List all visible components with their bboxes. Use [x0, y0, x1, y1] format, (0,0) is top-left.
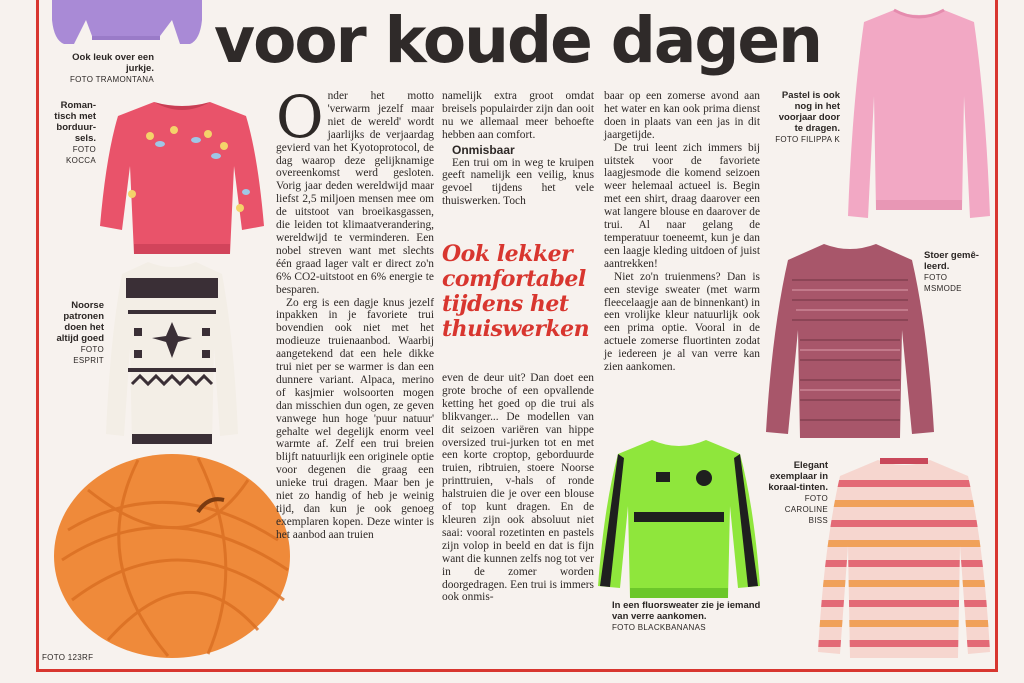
subhead-onmisbaar: Onmisbaar [452, 142, 515, 157]
striped-coral-sweater-image [814, 456, 994, 662]
article-column-2b: even de deur uit? Dan doet een grote broche of een opvallende ketting het goed op die trui als blikvanger... De modellen van dit seizoen variëren van hippe oversized trui-jurken tot en met een korte croptop, geborduurde truien, ribtruien, stoere Noorse printtruien, v-hals of ronde halstruien die je over een blouse of top kunt dragen. En de kleuren zijn ook absoluut niet saai: vooral rozetinten en pastels zijn volop in beeld en dat is fijn want die kunnen zelfs nog tot ver in de zomer worden doorgedragen. Een trui is immers ook onmis- [442, 372, 594, 604]
fluor-sweatshirt-image [594, 436, 764, 604]
caption-fluor: In een fluorsweater zie je iemand van verre aankomen. FOTO BLACKBANANAS [612, 600, 761, 632]
pull-quote: Ook lekker comfortabel tijdens het thuiswerken [442, 241, 590, 342]
caption-pastel: Pastel is ook nog in het voorjaar door te dragen. FOTO FILIPPA K [775, 90, 840, 144]
nordic-sweater-image [104, 258, 240, 448]
pastel-pink-sweater-image [846, 6, 992, 226]
pink-sweater-image [96, 96, 268, 258]
lilac-sweater-image [52, 0, 202, 48]
caption-noorse: Noorse patronen doen het altijd goed FOTO ESPRIT [56, 300, 104, 365]
headline: voor koude dagen [214, 4, 822, 77]
caption-lila: Ook leuk over een jurkje. FOTO TRAMONTANA [69, 52, 154, 84]
orange-yarn-ball-image [48, 450, 294, 664]
melange-sweater-image [762, 240, 938, 444]
caption-wol: FOTO 123RF [42, 653, 94, 662]
caption-stoer: Stoer gemê-leerd. FOTO MSMODE [924, 250, 979, 293]
caption-elegant: Elegant exemplaar in koraal-tinten. FOTO CAROLINE BISS [768, 460, 828, 525]
article-column-3: baar op een zomerse avond aan het water en kan ook prima dienst doen in plaats van een jas in dit jaargetijde. De trui leent zich immers bij uitstek voor de favoriete laagjesmode die komend seizoen weer helemaal actueel is. Begin met een shirt, draag daarover een wat langere blouse en daarover de trui. Al naar gelang de temperatuur toeneemt, kun je dan een laagje kleding uitdoen of juist aantrekken! Niet zo'n truienmens? Dan is een stevige sweater (met warm fleecelaagje aan de binnenkant) in een vrolijke kleur natuurlijk ook een prima optie. Vooral in de actuele zomerse fluortinten zodat je iedereen je al van verre kan zien aankomen. [604, 90, 760, 374]
article-column-1: Onder het motto 'verwarm jezelf maar niet de wereld' wordt jaarlijks de verjaardag gevierd van het Kyotoprotocol, de dag waarop deze gelijknamige overeenkomst werd gesloten. Vorig jaar deden wereldwijd maar liefst 2,5 miljoen mensen mee om de uitstoot van broeikasgassen, die leiden tot klimaatverandering, wereldwijd te verminderen. Een nobel streven want met slechts één graad lager valt er direct zo'n 6% CO2-uitstoot en 6% energie te besparen. Zo erg is een dagje knus jezelf inpakken in je favoriete trui bovendien ook niet met het modieuze truienaanbod. Waarbij aangetekend dat een hele dikke trui niet per se warmer is dan een dunnere variant. Alpaca, merino of kasjmier wolsoorten mogen dan misschien dun ogen, ze geven vanwege hun hoge 'puur natuur' gehalte wel degelijk enorm veel warmte af. Zelf een trui breien blijft natuurlijk een originele optie voor degenen die graag een unieke trui dragen. Maar ben je niet zo handig of heb je weinig tijd, dan kun je ook genoeg exemplaren kopen. Deze winter is het aanbod aan truien [276, 83, 434, 541]
article-column-2: namelijk extra groot omdat breisels populairder zijn dan ooit nu we allemaal meer behoefte hebben aan comfort. Onmisbaar Een trui om in weg te kruipen geeft namelijk een veilig, knus gevoel tijdens het vele thuiswerken. Toch [442, 90, 594, 208]
drop-cap: O [276, 83, 324, 151]
caption-romantisch: Roman-tisch met borduur-sels. FOTO KOCCA [54, 100, 96, 165]
